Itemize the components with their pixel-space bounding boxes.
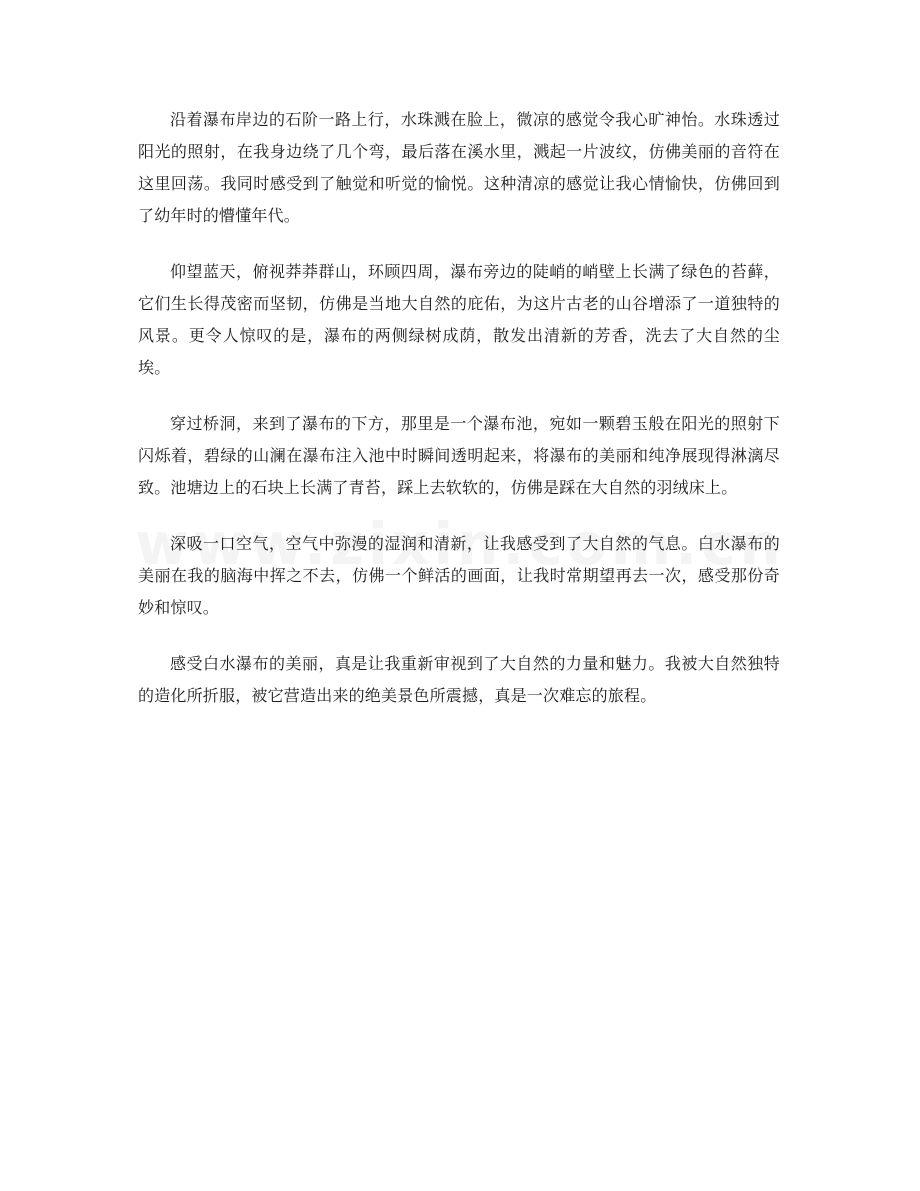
paragraph-3: 穿过桥洞，来到了瀑布的下方，那里是一个瀑布池，宛如一颗碧玉般在阳光的照射下闪烁着，碧绿的山澜在瀑布注入池中时瞬间透明起来，将瀑布的美丽和纯净展现得淋漓尽致。池塘边上的石块上长满了青苔，踩上去软软的，仿佛是踩在大自然的羽绒床上。: [138, 414, 780, 497]
paragraph-4: 深吸一口空气，空气中弥漫的湿润和清新，让我感受到了大自然的气息。白水瀑布的美丽在我的脑海中挥之不去，仿佛一个鲜活的画面，让我时常期望再去一次，感受那份奇妙和惊叹。: [138, 534, 780, 617]
paragraph-2: 仰望蓝天，俯视莽莽群山，环顾四周，瀑布旁边的陡峭的峭壁上长满了绿色的苔藓，它们生长得茂密而坚韧，仿佛是当地大自然的庇佑，为这片古老的山谷增添了一道独特的风景。更令人惊叹的是，瀑布的两侧绿树成荫，散发出清新的芳香，洗去了大自然的尘埃。: [138, 262, 780, 377]
document-body: [138, 104, 780, 736]
paragraph-5: 感受白水瀑布的美丽，真是让我重新审视到了大自然的力量和魅力。我被大自然独特的造化所折服，被它营造出来的绝美景色所震撼，真是一次难忘的旅程。: [138, 654, 780, 705]
paragraph-1: 沿着瀑布岸边的石阶一路上行，水珠溅在脸上，微凉的感觉令我心旷神怡。水珠透过阳光的照射，在我身边绕了几个弯，最后落在溪水里，溅起一片波纹，仿佛美丽的音符在这里回荡。我同时感受到了触觉和听觉的愉悦。这种清凉的感觉让我心情愉快，仿佛回到了幼年时的懵懂年代。: [138, 110, 780, 225]
